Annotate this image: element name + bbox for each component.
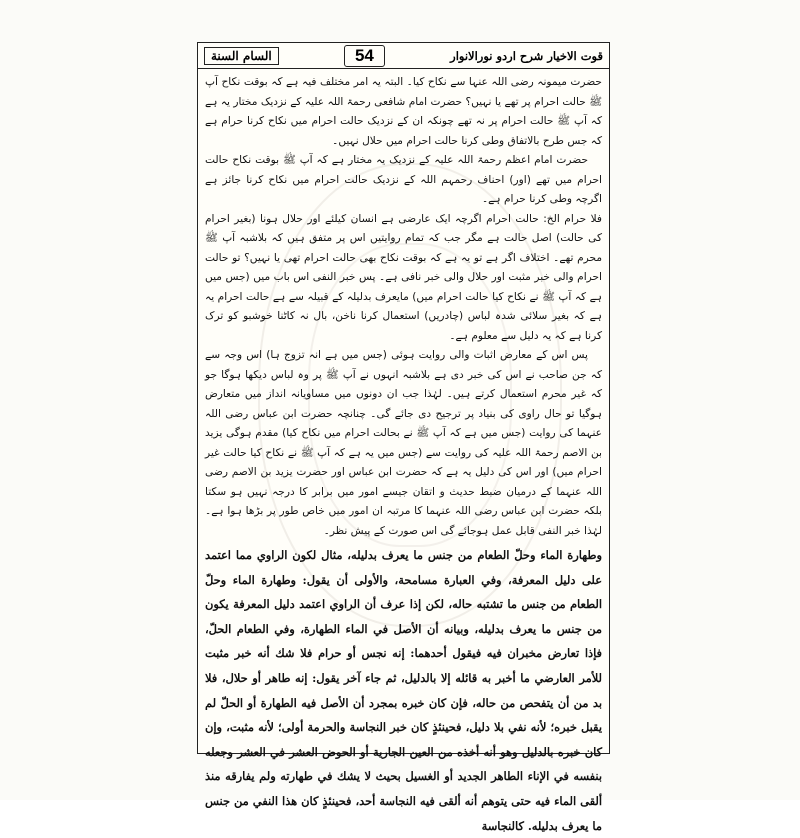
urdu-paragraph-1: حضرت میمونہ رضی اللہ عنہا سے نکاح کیا۔ البتہ یہ امر مختلف فیہ ہے کہ بوقت نکاح آپ ﷺ حالت احرام پر تھے یا نہیں؟ حضرت امام شافعی رحمۃ اللہ علیہ کے نزدیک مختار یہ ہے کہ آپ ﷺ حالت احرام پر نہ تھے چونکہ ان کے نزدیک حالت احرام میں نکاح کرنا حرام ہے کہ جس طرح بالاتفاق وطی کرنا حالت احرام میں حلال نہیں۔ bbox=[205, 76, 602, 147]
book-page bbox=[197, 42, 610, 833]
urdu-paragraph-2: حضرت امام اعظم رحمۃ اللہ علیہ کے نزدیک یہ مختار ہے کہ آپ ﷺ بوقت نکاح حالت احرام میں تھے (اور) احناف رحمہم اللہ کے نزدیک حالت احرام میں نکاح کرنا جائز ہے اگرچہ وطی کرنا حرام ہے۔ bbox=[205, 154, 602, 205]
book-title: قوت الاخیار شرح اردو نورالانوار bbox=[450, 48, 603, 63]
urdu-paragraph-3: فلا حرام الخ: حالت احرام اگرچہ ایک عارضی ہے انسان کیلئے اور حلال ہونا (بغیر احرام کی حالت) اصل حالت ہے مگر جب کہ تمام روایتیں اس پر متفق ہیں کہ بلاشبہ آپ ﷺ محرم تھے۔ اختلاف اگر ہے تو یہ ہے کہ بوقت نکاح بھی حالت احرام تھی یا نہیں؟ تو حالت احرام والی خبر مثبت اور حلال والی خبر نافی ہے۔ پس خبر النفی اس باب میں (جس میں ہے کہ آپ ﷺ نے نکاح کیا حالت احرام میں) مایعرف بدلیلہ کے قبیلہ سے ہے حالت احرام یہ ہے کہ بغیر سلائی شدہ لباس (چادریں) استعمال کرنا ناخن، بال نہ کاٹنا خوشبو کو ترک کرنا ہے کہ یہ دلیل سے معلوم ہے۔ bbox=[205, 212, 602, 342]
arabic-matn-text: وطهارة الماء وحلّ الطعام من جنس ما يعرف بدليله، مثال لكون الراوي مما اعتمد على دليل المعرفة، وفي العبارة مسامحة، والأولى أن يقول: وطهارة الماء وحلّ الطعام من جنس ما تشتبه حاله، لكن إذا عرف أن الراوي اعتمد دليل المعرفة يكون من جنس ما يعرف بدليله، وبيانه أن الأصل في الماء الطهارة، وفي الطعام الحلّ، فإذا تعارض مخبران فيه فيقول أحدهما: إنه نجس أو حرام فلا شك أنه خبر مثبت للأمر العارضي ما أخبر به قائله إلا بالدليل، ثم جاء آخر يقول: إنه طاهر أو حلال، فلا بد من أن يتفحص من حاله، فإن كان خبره بمجرد أن الأصل فيه الطهارة أو الحلّ لم يقبل خبره؛ لأنه نفي بلا دليل، فحينئذٍ كان خبر النجاسة والحرمة أولى؛ لأنه مثبت، وإن كان خبره بالدليل وهو أنه أخذه من العين الجارية أو الحوض العشر في العشر وجعله بنفسه في الإناء الطاهر الجديد أو الغسيل بحيث لا يشك في طهارته ولم يفارقه منذ ألقى الماء فيه حتى يتوهم أنه ألقى فيه النجاسة أحد، فحينئذٍ كان هذا النفي من جنس ما يعرف بدليله. كالنجاسة bbox=[205, 548, 602, 833]
urdu-paragraph-4: پس اس کے معارض اثبات والی روایت ہوئی (جس میں ہے انہ تزوج ہا) اس وجہ سے کہ جن صاحب نے اس کی خبر دی ہے بلاشبہ انہوں نے آپ ﷺ پر وہ لباس دیکھا ہوگا جو کہ غیر محرم استعمال کرتے ہیں۔ لہٰذا جب ان دونوں میں مساویانہ انداز میں متعارض ہوگیا تو حال راوی کی بنیاد پر ترجیح دی جائے گی۔ چنانچہ حضرت ابن عباس رضی اللہ عنہما کی روایت (جس میں ہے کہ آپ ﷺ نے بحالت احرام میں نکاح کیا) مقدم ہوگی یزید بن الاصم رحمۃ اللہ علیہ کی روایت سے (جس میں یہ ہے کہ آپ ﷺ نے نکاح کیا حالت غیر احرام میں) اور اس کی دلیل یہ ہے کہ حضرت ابن عباس اور حضرت یزید بن الاصم رضی اللہ عنہما کے درمیان ضبط حدیث و اتقان جیسے امور میں برابر کا درجہ نہیں ہو سکتا بلکہ حضرت ابن عباس رضی اللہ عنہما کا مرتبہ ان امور میں خاص طور پر بڑھا ہوا ہے۔ لہٰذا خبر النفی قابل عمل ہوجائے گی اس صورت کے پیش نظر۔ bbox=[205, 349, 602, 537]
section-label: السام السنة bbox=[204, 47, 279, 65]
page-number: 54 bbox=[344, 45, 385, 67]
page-body bbox=[205, 73, 602, 833]
page-header bbox=[198, 43, 609, 69]
